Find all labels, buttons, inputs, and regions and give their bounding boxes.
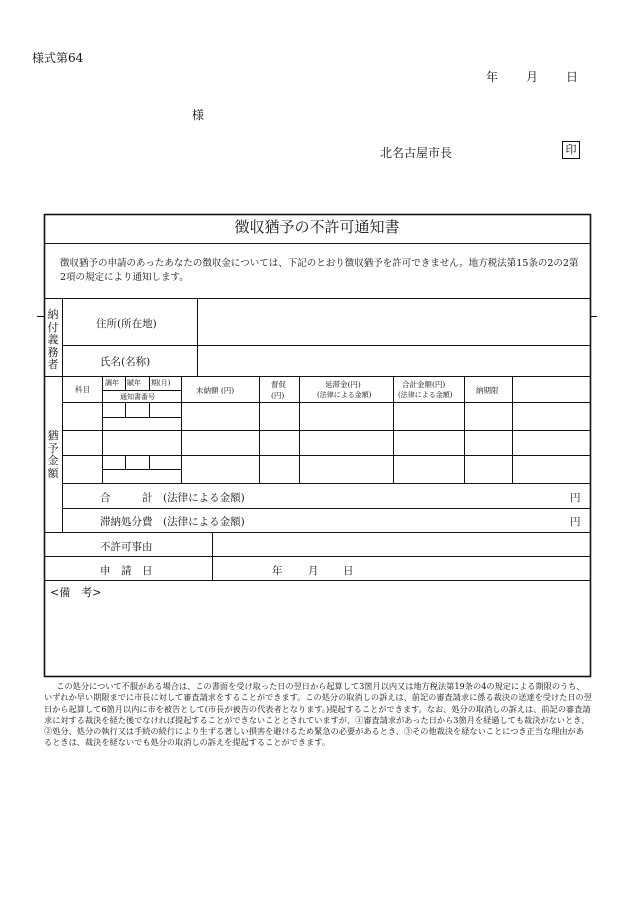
name-label: 氏名(名称) <box>100 356 151 368</box>
header-period: 期(月) <box>151 379 171 387</box>
date-day: 日 <box>566 70 579 84</box>
date-year: 年 <box>486 70 499 84</box>
header-fiscal-year: 賦年 <box>127 379 141 387</box>
reason-label: 不許可事由 <box>100 541 153 553</box>
sum-yen: 円 <box>570 492 581 504</box>
addressee-suffix: 様 <box>192 108 205 122</box>
issue-date <box>486 68 606 85</box>
header-delay: 延滞金(円) <box>325 380 361 389</box>
application-year: 年 <box>272 565 283 577</box>
appeal-notice: この処分について不服がある場合は、この書面を受け取った日の翌日から起算して3箇月以内又は地方税法第19条の4の規定による期限のうち、いずれか早い期限までに市長に対して審査請求をすることができます。この処分の取消しの訴えは、前記の審査請求に係る裁決の送達を受けた日の翌日から起算して6箇月以内に市を被告として(市長が被告の代表者となります。)提起することができます。なお、処分の取消しの訴えは、前記の審査請求に対する裁決を経た後でなければ提起することができないこととされていますが、①審査請求があった日から3箇月を経過しても裁決がないとき、②処分、処分の執行又は手続の続行により生ずる著しい損害を避けるため緊急の必要があるとき、③その他裁決を経ないことにつき正当な理由があるときは、裁決を経ないでも処分の取消しの訴えを提起することができます。 <box>44 681 592 748</box>
issuer: 北名古屋市長 <box>380 146 453 160</box>
address-label: 住所(所在地) <box>96 318 157 330</box>
application-month: 月 <box>308 565 319 577</box>
header-unpaid: 未納額 (円) <box>196 386 235 395</box>
header-delay-note: (法律による金額) <box>317 391 372 399</box>
application-date-label: 申 請 日 <box>100 565 153 577</box>
taxpayer-section-label: 納付義務者 <box>47 308 59 371</box>
date-month: 月 <box>526 70 539 84</box>
sum-label: 合 計 (法律による金額) <box>100 492 245 504</box>
seal-box: 印 <box>562 141 580 159</box>
header-total-note: (法律による金額) <box>398 391 453 399</box>
header-subject: 科目 <box>75 385 90 394</box>
header-year: 調年 <box>105 379 119 387</box>
application-day: 日 <box>343 565 354 577</box>
document-title: 徴収猶予の不許可通知書 <box>234 218 400 236</box>
header-reminder: 督促 <box>271 380 286 389</box>
header-total: 合計金額(円) <box>402 380 446 389</box>
header-deadline: 納期限 <box>476 386 499 395</box>
fee-label: 滞納処分費 (法律による金額) <box>100 516 245 528</box>
intro-text: 徴収猶予の申請のあったあなたの徴収金については、下記のとおり徴収猶予を許可できません。地方税法第15条の2の2第2項の規定により通知します。 <box>60 258 579 283</box>
header-notice-number: 通知書番号 <box>120 393 155 401</box>
header-reminder-unit: (円) <box>271 391 285 400</box>
form-number: 様式第64 <box>32 51 84 65</box>
fee-yen: 円 <box>570 516 581 528</box>
remarks-label: <備 考> <box>50 586 102 599</box>
deferral-section-label: 猶予金額 <box>47 429 59 480</box>
